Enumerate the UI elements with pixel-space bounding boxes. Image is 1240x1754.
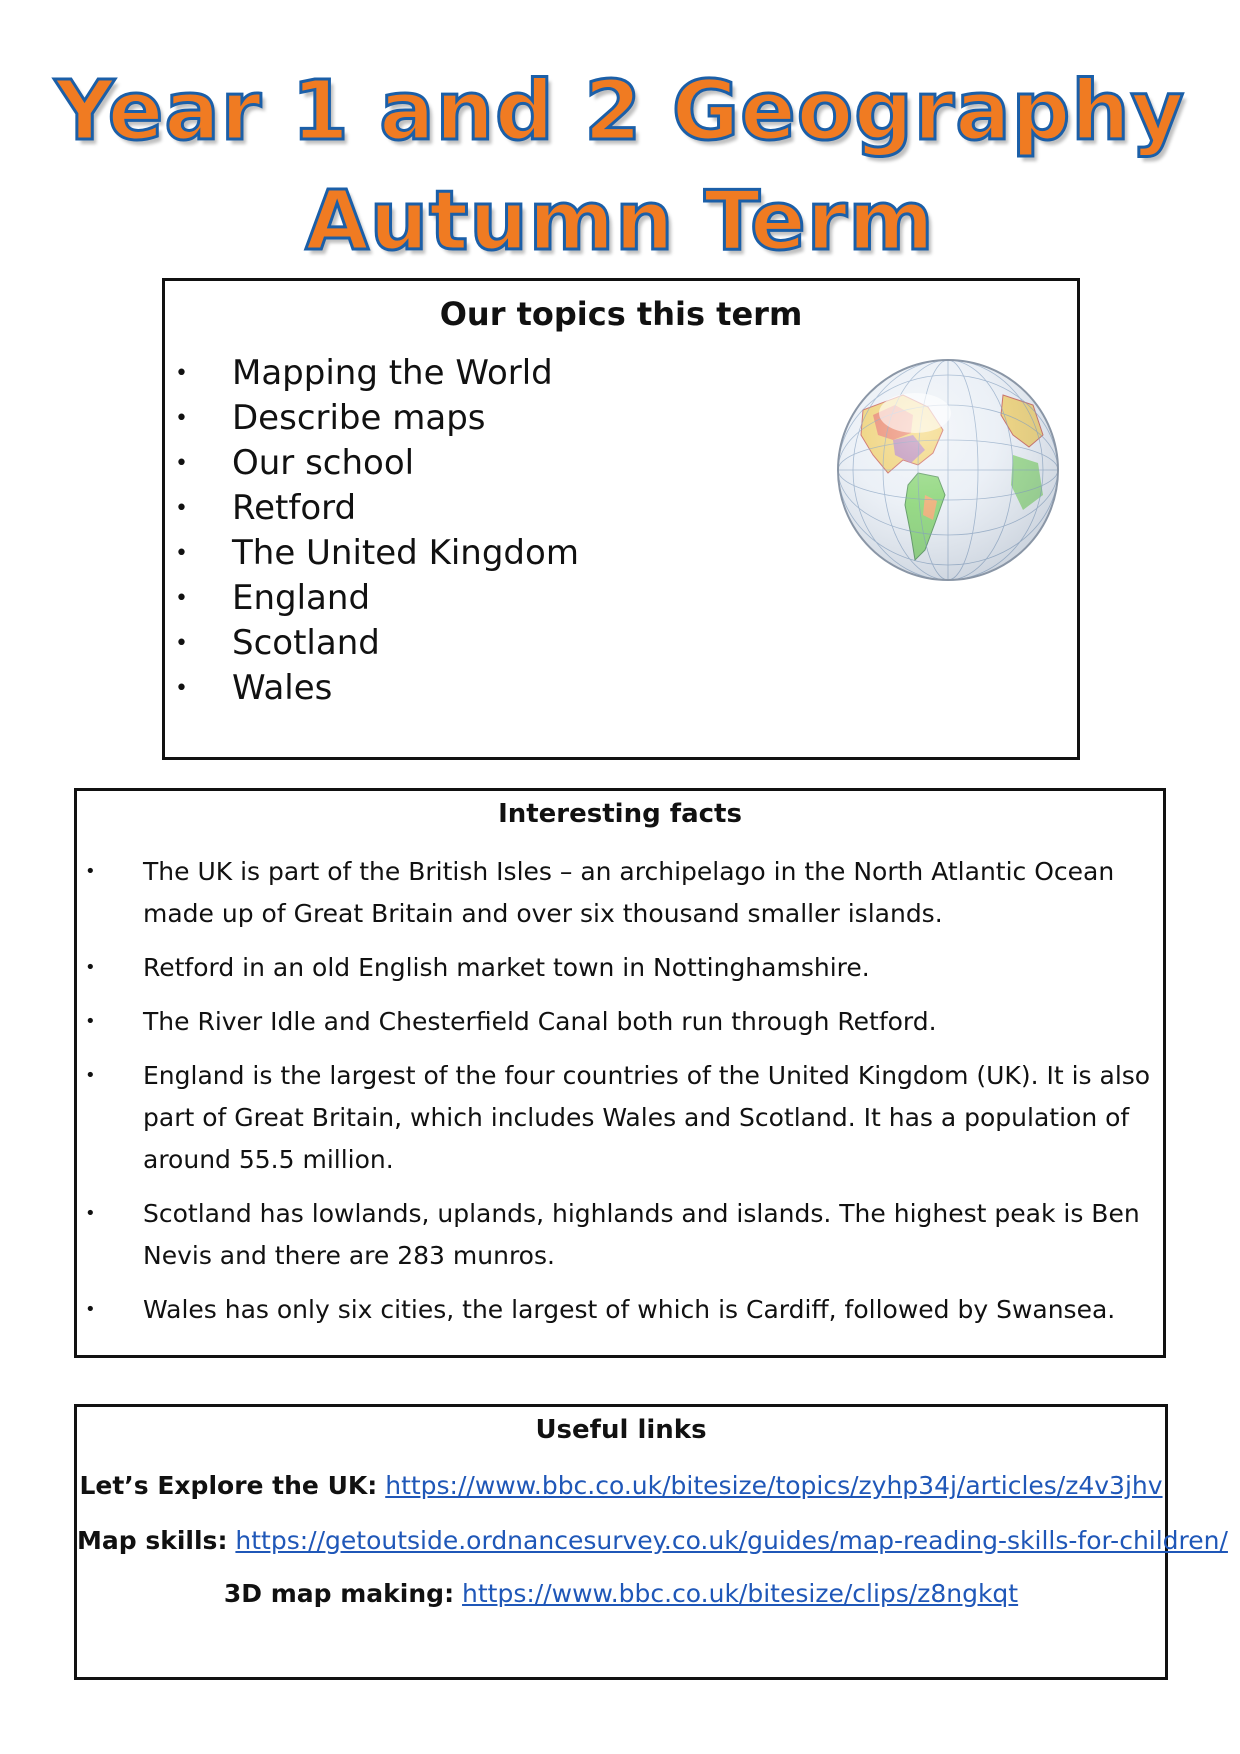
topic-label: England — [232, 578, 371, 618]
bullet-icon: • — [85, 957, 96, 978]
fact-item — [77, 1001, 1163, 1043]
bullet-icon: • — [85, 1203, 96, 1224]
fact-item — [77, 1289, 1163, 1331]
fact-text: The UK is part of the British Isles – an archipelago in the North Atlantic Ocean made up of Great Britain and over six thousand smaller islands. — [143, 857, 1115, 928]
page-title-line-1: Year 1 and 2 Geography — [54, 64, 1186, 159]
bullet-icon: • — [85, 861, 96, 882]
topics-heading: Our topics this term — [439, 295, 803, 333]
links-box — [74, 1404, 1228, 1680]
fact-item — [77, 1193, 1163, 1277]
topic-label: Retford — [232, 488, 357, 528]
bullet-icon: • — [85, 1299, 96, 1320]
bullet-icon: • — [175, 676, 188, 701]
page-title-line-2: Autumn Term — [305, 174, 935, 269]
topics-box — [162, 278, 1080, 760]
facts-list — [77, 851, 1163, 1343]
bullet-icon: • — [175, 631, 188, 656]
links-heading: Useful links — [535, 1415, 707, 1445]
topic-label: Scotland — [232, 623, 380, 663]
fact-item — [77, 1055, 1163, 1181]
topic-label: Mapping the World — [232, 353, 553, 393]
link-label: Let’s Explore the UK: — [79, 1471, 378, 1500]
bullet-icon: • — [175, 361, 188, 386]
bullet-icon: • — [175, 541, 188, 566]
globe-icon — [833, 355, 1063, 585]
bullet-icon: • — [175, 406, 188, 431]
link-map-skills[interactable]: https://getoutside.ordnancesurvey.co.uk/guides/map-reading-skills-for-children/ — [235, 1526, 1228, 1555]
topic-label: The United Kingdom — [232, 533, 579, 573]
topic-label: Describe maps — [232, 398, 486, 438]
fact-text: Wales has only six cities, the largest of which is Cardiff, followed by Swansea. — [143, 1295, 1116, 1324]
bullet-icon: • — [85, 1065, 96, 1086]
link-explore-uk[interactable]: https://www.bbc.co.uk/bitesize/topics/zyhp34j/articles/z4v3jhv — [385, 1471, 1163, 1500]
fact-text: Scotland has lowlands, uplands, highlands and islands. The highest peak is Ben Nevis and there are 283 munros. — [143, 1199, 1140, 1270]
fact-text: England is the largest of the four countries of the United Kingdom (UK). It is also part of Great Britain, which includes Wales and Scotland. It has a population of around 55.5 million. — [143, 1061, 1151, 1174]
bullet-icon: • — [175, 496, 188, 521]
fact-item — [77, 947, 1163, 989]
link-label: Map skills: — [77, 1526, 228, 1555]
fact-text: Retford in an old English market town in Nottinghamshire. — [143, 953, 870, 982]
fact-item — [77, 851, 1163, 935]
link-label: 3D map making: — [223, 1579, 455, 1608]
topic-label: Our school — [232, 443, 415, 483]
fact-text: The River Idle and Chesterfield Canal both run through Retford. — [143, 1007, 937, 1036]
bullet-icon: • — [175, 451, 188, 476]
facts-box — [74, 788, 1166, 1358]
link-row-explore-uk — [77, 1471, 1165, 1500]
link-row-3d-map-making — [77, 1579, 1165, 1608]
bullet-icon: • — [175, 586, 188, 611]
link-row-map-skills — [77, 1526, 1228, 1555]
link-3d-map-making[interactable]: https://www.bbc.co.uk/bitesize/clips/z8ngkqt — [462, 1579, 1019, 1608]
topic-label: Wales — [232, 668, 333, 708]
facts-heading: Interesting facts — [498, 799, 742, 829]
bullet-icon: • — [85, 1011, 96, 1032]
